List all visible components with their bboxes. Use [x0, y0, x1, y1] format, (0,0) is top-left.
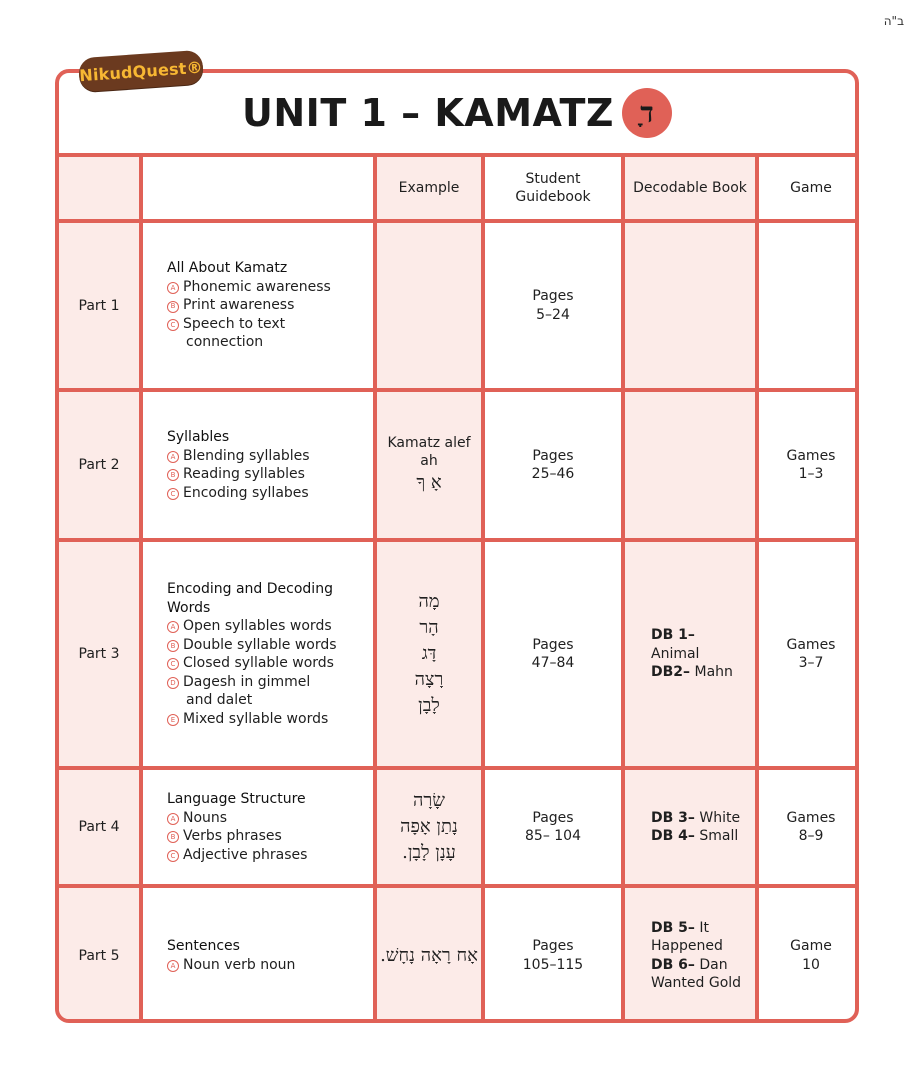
example-hebrew: שָׂרָה: [413, 790, 445, 811]
guidebook-line: 25–46: [531, 466, 575, 482]
decodable-book: [651, 809, 747, 828]
decodable-code: DB 4–: [651, 828, 695, 844]
guidebook-line: 85– 104: [525, 828, 581, 844]
decodable-code: DB 1–: [651, 627, 695, 644]
part-row: [59, 390, 859, 540]
game-line: 10: [802, 956, 820, 973]
decodable-title: White: [699, 809, 741, 826]
example-hebrew: רָצָה: [414, 669, 444, 690]
item-letter-icon: C: [167, 319, 179, 331]
guidebook-cell: [483, 221, 623, 390]
item-letter-icon: D: [167, 677, 179, 689]
item-text: Double syllable words: [183, 636, 337, 653]
example-cell: [375, 540, 483, 768]
item-text: Dagesh in gimmel: [183, 673, 311, 690]
topic-title: Encoding and Decoding Words: [167, 581, 333, 616]
header-topic: [141, 157, 375, 221]
decodable-book: [651, 827, 747, 846]
topic-item: [167, 827, 367, 846]
decodable-book: [651, 626, 747, 663]
decodable-code: DB 3–: [651, 809, 695, 826]
item-text: Reading syllables: [183, 466, 305, 482]
page-title: UNIT 1 – KAMATZ: [242, 91, 614, 135]
kamatz-badge: ָד: [622, 88, 672, 138]
topic-item: [167, 636, 367, 655]
title-row: [59, 73, 855, 157]
item-text: Mixed syllable words: [183, 710, 329, 727]
header-game: Game: [757, 157, 859, 221]
topic-item: [167, 447, 367, 466]
guidebook-line: Pages: [532, 288, 574, 304]
decodable-cell: [623, 886, 757, 1023]
example-hebrew: לָבָן: [418, 695, 440, 716]
topic-item: [167, 278, 367, 297]
guidebook-line: Pages: [532, 636, 574, 653]
example-cell: [375, 221, 483, 390]
game-cell: [757, 886, 859, 1023]
item-letter-icon: B: [167, 469, 179, 481]
topic-item: [167, 846, 367, 865]
guidebook-cell: [483, 768, 623, 886]
example-hebrew: הָר: [419, 617, 439, 638]
decodable-title: Animal: [651, 645, 700, 662]
item-text: Open syllables words: [183, 618, 332, 634]
topic-item: [167, 673, 367, 692]
header-student-guidebook: Student Guidebook: [483, 157, 623, 221]
decodable-title: It Happened: [651, 919, 723, 954]
unit-frame: [55, 69, 859, 1023]
topic-item: [167, 484, 367, 503]
item-letter-icon: B: [167, 301, 179, 313]
guidebook-line: 47–84: [531, 655, 575, 671]
topic-cell: [141, 540, 375, 768]
game-cell: [757, 390, 859, 540]
curriculum-table: [59, 157, 859, 1023]
topic-cell: [141, 390, 375, 540]
item-letter-icon: C: [167, 488, 179, 500]
game-line: Game: [790, 938, 832, 954]
item-text-continued: and dalet: [186, 692, 253, 708]
decodable-code: DB2–: [651, 664, 691, 681]
item-text: Closed syllable words: [183, 655, 334, 671]
part-label: Part 5: [59, 886, 141, 1023]
example-hebrew: מָה: [418, 591, 440, 612]
example-cell: [375, 886, 483, 1023]
decodable-code: DB 5–: [651, 919, 695, 936]
item-letter-icon: A: [167, 451, 179, 463]
guidebook-cell: [483, 886, 623, 1023]
item-text: Blending syllables: [183, 447, 310, 464]
topic-item: [167, 710, 367, 729]
item-text: Adjective phrases: [183, 846, 308, 863]
item-letter-icon: A: [167, 621, 179, 633]
decodable-book: [651, 663, 747, 682]
guidebook-line: Pages: [532, 809, 574, 826]
game-line: Games: [786, 447, 836, 464]
guidebook-cell: [483, 540, 623, 768]
part-row: [59, 221, 859, 390]
decodable-cell: [623, 768, 757, 886]
example-hebrew: אָ ךָ: [416, 472, 442, 493]
item-letter-icon: B: [167, 831, 179, 843]
decodable-book: [651, 919, 747, 956]
item-text: Phonemic awareness: [183, 278, 331, 295]
example-cell: [375, 768, 483, 886]
header-row: [59, 157, 859, 221]
item-letter-icon: A: [167, 282, 179, 294]
topic-title: Language Structure: [167, 791, 306, 807]
item-letter-icon: A: [167, 813, 179, 825]
game-cell: [757, 221, 859, 390]
header-decodable-book: Decodable Book: [623, 157, 757, 221]
example-cell: [375, 390, 483, 540]
topic-item: [167, 809, 367, 828]
guidebook-cell: [483, 390, 623, 540]
example-hebrew: דָּג: [421, 643, 437, 664]
header-example: Example: [375, 157, 483, 221]
item-text: Encoding syllabes: [183, 484, 309, 501]
example-hebrew: נָתַן אָפָה: [400, 816, 458, 837]
item-letter-icon: B: [167, 640, 179, 652]
game-line: Games: [786, 636, 836, 653]
topic-title: Sentences: [167, 938, 240, 954]
part-label: Part 3: [59, 540, 141, 768]
game-cell: [757, 768, 859, 886]
item-text: Noun verb noun: [183, 956, 296, 973]
item-text: Verbs phrases: [183, 828, 282, 844]
game-line: Games: [786, 809, 836, 826]
example-hebrew: אָח רָאָה נָחָשׁ.: [380, 944, 478, 966]
decodable-cell: [623, 390, 757, 540]
part-label: Part 2: [59, 390, 141, 540]
item-text: Speech to text: [183, 315, 286, 332]
decodable-title: Mahn: [694, 664, 733, 681]
game-line: 3–7: [798, 655, 824, 671]
corner-mark: ב"ה: [883, 14, 904, 28]
topic-title: All About Kamatz: [167, 260, 288, 277]
topic-item: [167, 956, 367, 975]
guidebook-line: 105–115: [522, 956, 584, 973]
item-text-continued: connection: [186, 334, 264, 351]
game-line: 1–3: [798, 466, 824, 482]
example-hebrew: עָנָן לָבָן.: [402, 842, 456, 863]
decodable-title: Dan Wanted Gold: [651, 956, 742, 991]
decodable-code: DB 6–: [651, 956, 695, 973]
topic-item: [167, 315, 367, 334]
part-label: Part 1: [59, 221, 141, 390]
item-text: Print awareness: [183, 297, 295, 314]
item-text: Nouns: [183, 809, 228, 826]
game-line: 8–9: [798, 828, 824, 844]
decodable-book: [651, 956, 747, 993]
part-row: [59, 768, 859, 886]
part-row: [59, 540, 859, 768]
topic-cell: [141, 886, 375, 1023]
decodable-cell: [623, 221, 757, 390]
topic-item: [167, 617, 367, 636]
item-letter-icon: C: [167, 850, 179, 862]
topic-title: Syllables: [167, 429, 230, 445]
topic-item: [167, 296, 367, 315]
part-row: [59, 886, 859, 1023]
item-letter-icon: A: [167, 960, 179, 972]
item-letter-icon: E: [167, 714, 179, 726]
decodable-title: Small: [699, 828, 739, 844]
part-label: Part 4: [59, 768, 141, 886]
item-letter-icon: C: [167, 658, 179, 670]
header-part: [59, 157, 141, 221]
example-text: Kamatz alef ah: [387, 435, 471, 469]
decodable-cell: [623, 540, 757, 768]
topic-item: [167, 465, 367, 484]
topic-cell: [141, 768, 375, 886]
guidebook-line: Pages: [532, 938, 574, 954]
logo-text: NikudQuest®: [78, 57, 204, 85]
topic-item: [167, 654, 367, 673]
guidebook-line: 5–24: [536, 306, 570, 323]
guidebook-line: Pages: [532, 447, 574, 464]
topic-cell: [141, 221, 375, 390]
game-cell: [757, 540, 859, 768]
